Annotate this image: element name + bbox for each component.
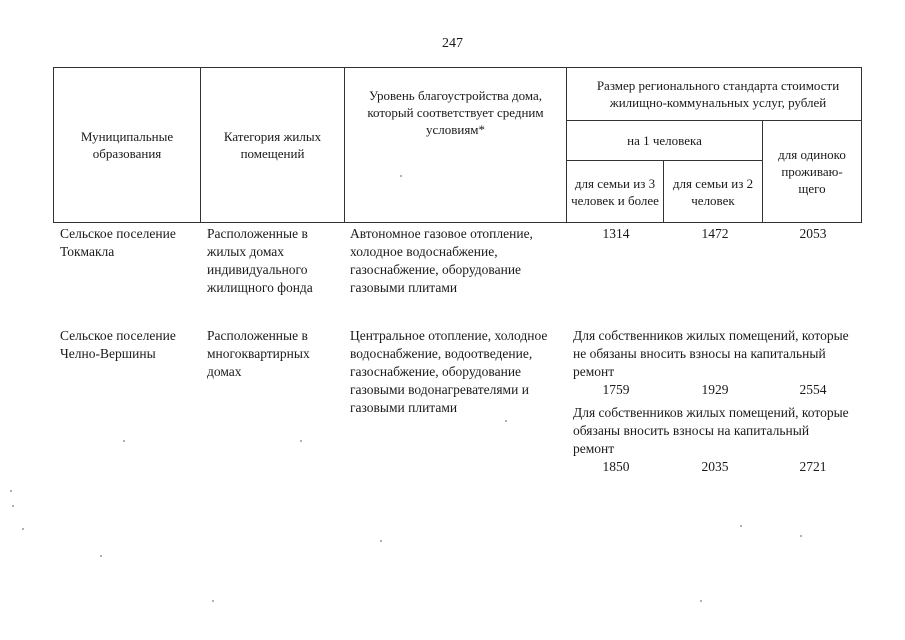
row-level: Автономное газовое отопление, холодное водоснабжение, газоснабжение, оборудование газовыми плитами	[350, 226, 533, 295]
value-single: 2721	[799, 459, 827, 474]
page-number: 247	[442, 36, 463, 51]
group-note: Для собственников жилых помещений, которые не обязаны вносить взносы на капитальный ремонт	[573, 328, 849, 379]
header-single: для одиноко проживаю-щего	[778, 147, 846, 196]
header-family-2: для семьи из 2 человек	[672, 175, 754, 208]
value-family-2: 2035	[701, 459, 729, 474]
value-single: 2053	[799, 226, 827, 241]
group-note: Для собственников жилых помещений, которые обязаны вносить взносы на капитальный ремонт	[573, 405, 849, 456]
header-level: Уровень благоустройства дома, который соответствует средним условиям*	[367, 88, 544, 137]
row-municipality: Сельское поселение Челно-Вершины	[60, 328, 176, 361]
value-family-2: 1472	[701, 226, 729, 241]
col-divider	[861, 67, 862, 223]
header-standard: Размер регионального стандарта стоимости жилищно-коммунальных услуг, рублей	[596, 78, 840, 110]
header-municipality: Муниципальные образования	[80, 129, 174, 161]
value-family-3: 1314	[602, 226, 630, 241]
row-level: Центральное отопление, холодное водоснабжение, водоотведение, газоснабжение, оборудование газовыми водонагревателями и газовыми плитами	[350, 328, 548, 415]
value-family-3: 1759	[602, 382, 630, 397]
value-single: 2554	[799, 382, 827, 397]
table-header-bottom-border	[53, 222, 862, 223]
value-family-3: 1850	[602, 459, 630, 474]
header-category: Категория жилых помещений	[223, 129, 322, 161]
value-family-2: 1929	[701, 382, 729, 397]
row-category: Расположенные в многоквартирных домах	[207, 328, 310, 379]
row-category: Расположенные в жилых домах индивидуального жилищного фонда	[207, 226, 313, 295]
row-municipality: Сельское поселение Токмакла	[60, 226, 176, 259]
header-family-3: для семьи из 3 человек и более	[571, 175, 659, 208]
header-per-person: на 1 человека	[627, 133, 702, 148]
